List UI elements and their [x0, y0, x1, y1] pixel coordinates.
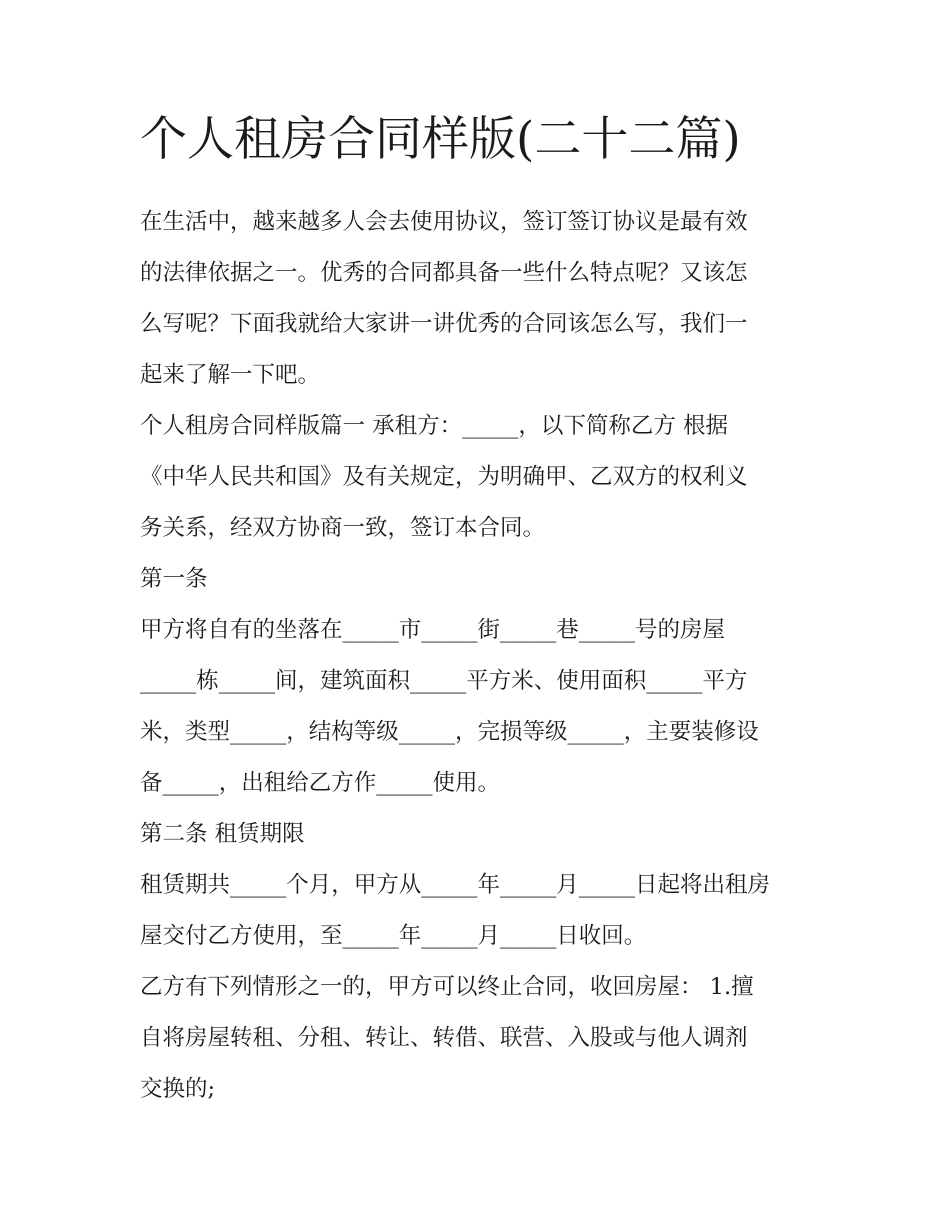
text-line: 自将房屋转租、分租、转让、转借、联营、入股或与他人调剂 — [140, 1025, 748, 1051]
text-line: 交换的; — [140, 1076, 216, 1102]
text-line: 《中华人民共和国》及有关规定，为明确甲、乙双方的权利义 — [140, 464, 748, 490]
document-title: 个人租房合同样版(二十二篇) — [140, 112, 741, 167]
text-line: 乙方有下列情形之一的，甲方可以终止合同，收回房屋： 1.擅 — [140, 974, 754, 1000]
text-line: 租赁期共_____个月，甲方从_____年_____月_____日起将出租房 — [140, 872, 771, 898]
text-line: 备_____，出租给乙方作_____使用。 — [140, 770, 501, 796]
text-line: 甲方将自有的坐落在_____市_____街_____巷_____号的房屋 — [140, 617, 726, 643]
text-line: _____栋_____间，建筑面积_____平方米、使用面积_____平方 — [140, 668, 748, 694]
text-line: 的法律依据之一。优秀的合同都具备一些什么特点呢？又该怎 — [140, 260, 748, 286]
text-line: 么写呢？下面我就给大家讲一讲优秀的合同该怎么写，我们一 — [140, 311, 748, 337]
section-heading: 第一条 — [140, 566, 208, 592]
text-line: 米，类型_____，结构等级_____，完损等级_____，主要装修设 — [140, 719, 759, 745]
text-line: 务关系，经双方协商一致，签订本合同。 — [140, 515, 546, 541]
text-line: 个人租房合同样版篇一 承租方：_____，以下简称乙方 根据 — [140, 413, 729, 439]
text-line: 在生活中，越来越多人会去使用协议，签订签订协议是最有效 — [140, 209, 748, 235]
text-line: 起来了解一下吧。 — [140, 362, 321, 388]
document-body — [140, 197, 820, 1115]
text-line: 屋交付乙方使用，至_____年_____月_____日收回。 — [140, 923, 647, 949]
section-heading: 第二条 租赁期限 — [140, 821, 305, 847]
